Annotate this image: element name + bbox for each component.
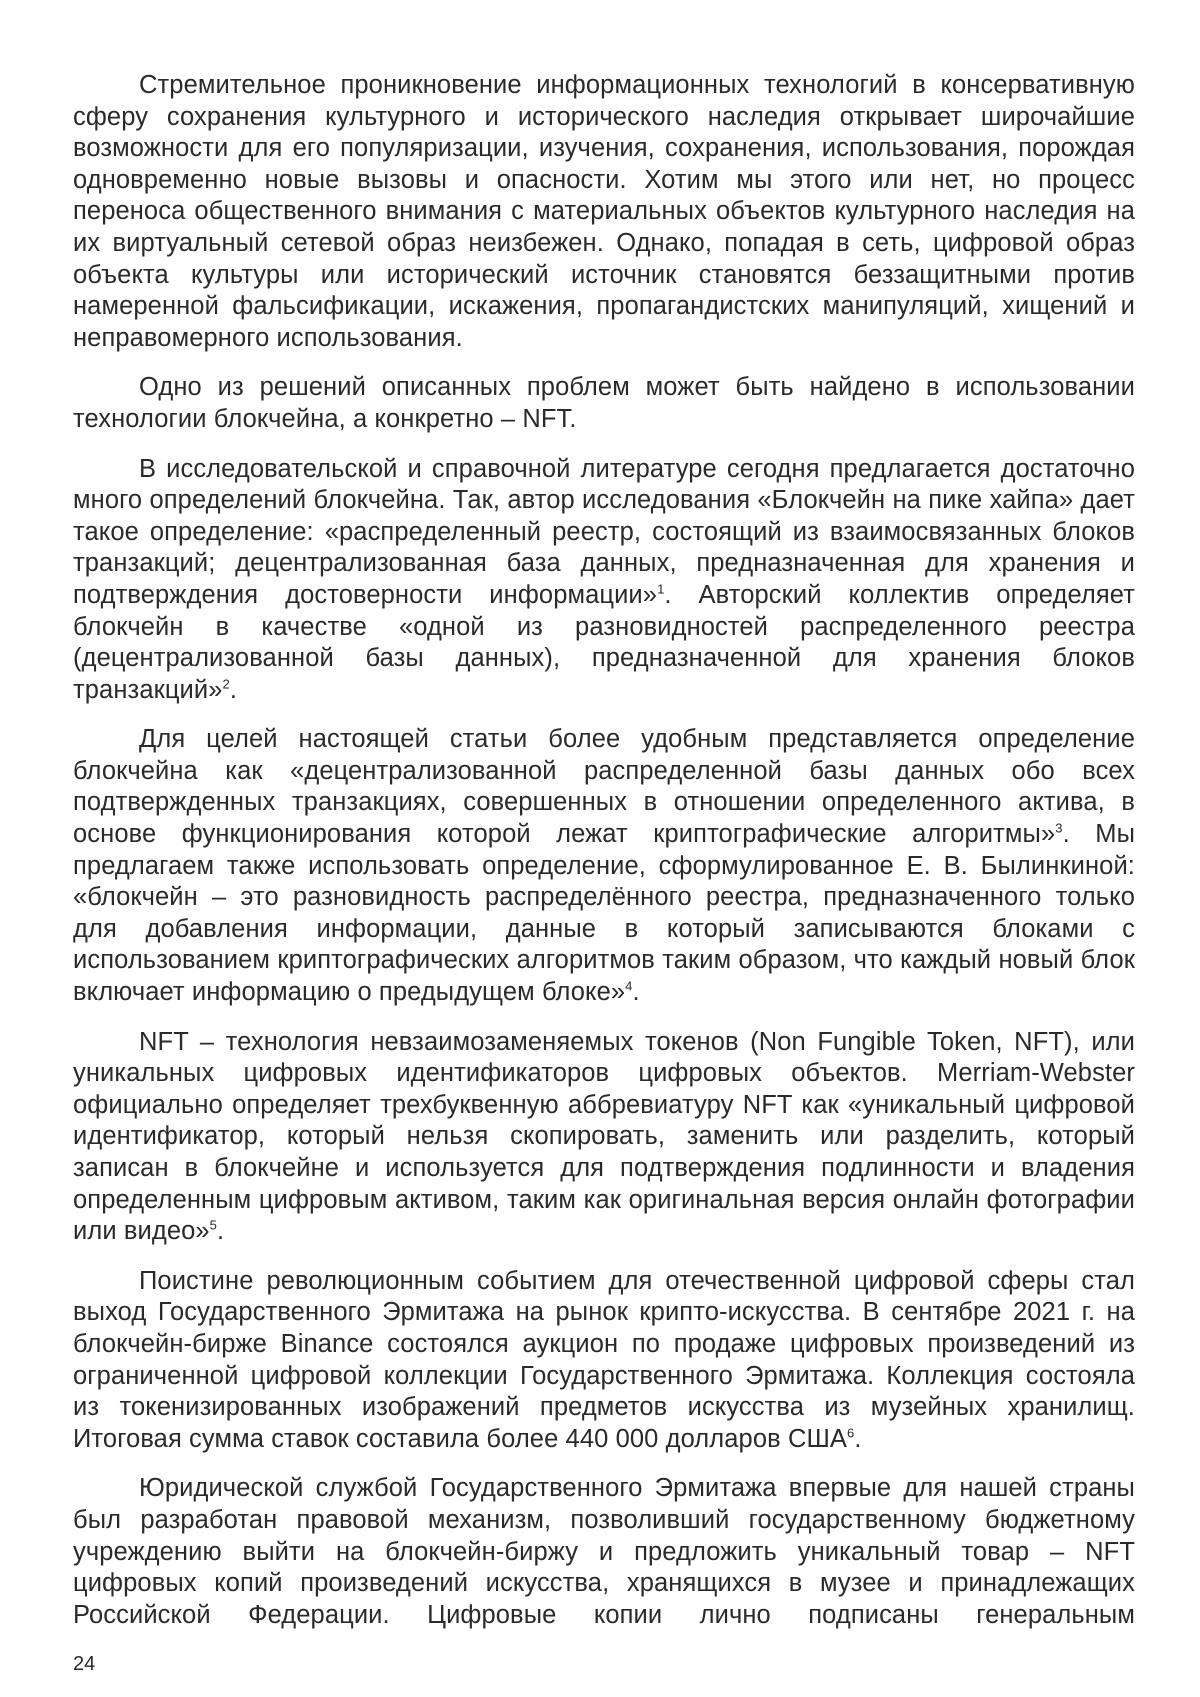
paragraph-3-text-b: . Авторский коллектив определяет блокчейн в качестве «одной из разновидностей распределенного реестра (децентрализованной базы данных), предназначенной для хранения блоков транзакций» <box>73 580 1135 704</box>
footnote-ref-1[interactable]: 1 <box>657 581 665 597</box>
paragraph-4 <box>73 724 1135 1008</box>
paragraph-1-text: Стремительное проникновение информационных технологий в консервативную сферу сохранения культурного и исторического наследия открывает широчайшие возможности для его популяризации, изучения, сохранения, использования, порождая одновременно новые вызовы и опасности. Хотим мы этого или нет, но процесс переноса общественного внимания с материальных объектов культурного наследия на их виртуальный сетевой образ неизбежен. Однако, попадая в сеть, цифровой образ объекта культуры или исторический источник становятся беззащитными против намеренной фальсификации, искажения, пропагандистских манипуляций, хищений и неправомерного использования. <box>73 71 1135 352</box>
footnote-ref-6[interactable]: 6 <box>847 1425 855 1441</box>
paragraph-5-text-a: NFT – технология невзаимозаменяемых токенов (Non Fungible Token, NFT), или уникальных цифровых идентификаторов цифровых объектов. Merriam-Webster официально определяет трехбуквенную аббревиатуру NFT как «уникальный цифровой идентификатор, который нельзя скопировать, заменить или разделить, который записан в блокчейне и используется для подтверждения подлинности и владения определенным цифровым активом, таким как оригинальная версия онлайн фотографии или видео» <box>73 1027 1135 1246</box>
paragraph-2 <box>73 372 1135 435</box>
paragraph-3-text-c: . <box>229 675 238 704</box>
footnote-ref-3[interactable]: 3 <box>1055 820 1063 836</box>
paragraph-7 <box>73 1473 1135 1631</box>
paragraph-7-text: Юридической службой Государственного Эрмитажа впервые для нашей страны был разработан правовой механизм, позволивший государственному бюджетному учреждению выйти на блокчейн-биржу и предложить уникальный товар – NFT цифровых копий произведений искусства, хранящихся в музее и принадлежащих Российской Федерации. Цифровые копии лично подписаны генеральным <box>73 1474 1135 1629</box>
page-number: 24 <box>73 1653 96 1675</box>
paragraph-2-text: Одно из решений описанных проблем может быть найдено в использовании технологии блокчейна, а конкретно – NFT. <box>73 373 1135 433</box>
page-body <box>73 70 1135 1649</box>
paragraph-3-text-a: В исследовательской и справочной литературе сегодня предлагается достаточно много определений блокчейна. Так, автор исследования «Блокчейн на пике хайпа» дает такое определение: «распределенный реестр, состоящий из взаимосвязанных блоков транзакций; децентрализованная база данных, предназначенная для хранения и подтверждения достоверности информации» <box>73 454 1135 609</box>
paragraph-1 <box>73 70 1135 354</box>
footnote-ref-5[interactable]: 5 <box>209 1217 218 1233</box>
paragraph-4-text-b: . Мы предлагаем также использовать определение, сформулированное Е. В. Былинкиной: «блокчейн – это разновидность распределённого реестра, предназначенного только для добавления информации, данные в который записываются блоками с использованием криптографических алгоритмов таким образом, что каждый новый блок включает информацию о предыдущем блоке» <box>73 820 1136 1007</box>
paragraph-4-text-c: . <box>632 978 640 1007</box>
paragraph-3 <box>73 454 1135 707</box>
footnote-ref-4[interactable]: 4 <box>625 978 633 994</box>
paragraph-6-text-b: . <box>854 1424 862 1453</box>
paragraph-6-text-a: Поистине революционным событием для отечественной цифровой сферы стал выход Государственного Эрмитажа на рынок крипто-искусства. В сентябре 2021 г. на блокчейн-бирже Binance состоялся аукцион по продаже цифровых произведений из ограниченной цифровой коллекции Государственного Эрмитажа. Коллекция состояла из токенизированных изображений предметов искусства из музейных хранилищ. Итоговая сумма ставок составила более 440 000 долларов США <box>73 1266 1135 1453</box>
paragraph-6 <box>73 1266 1135 1456</box>
paragraph-5-text-b: . <box>217 1217 225 1246</box>
paragraph-5 <box>73 1027 1135 1248</box>
footnote-ref-2[interactable]: 2 <box>222 676 230 692</box>
paragraph-4-text-a: Для целей настоящей статьи более удобным представляется определение блокчейна как «децентрализованной распределенной базы данных обо всех подтвержденных транзакциях, совершенных в отношении определенного актива, в основе функционирования которой лежат криптографические алгоритмы» <box>73 725 1135 849</box>
